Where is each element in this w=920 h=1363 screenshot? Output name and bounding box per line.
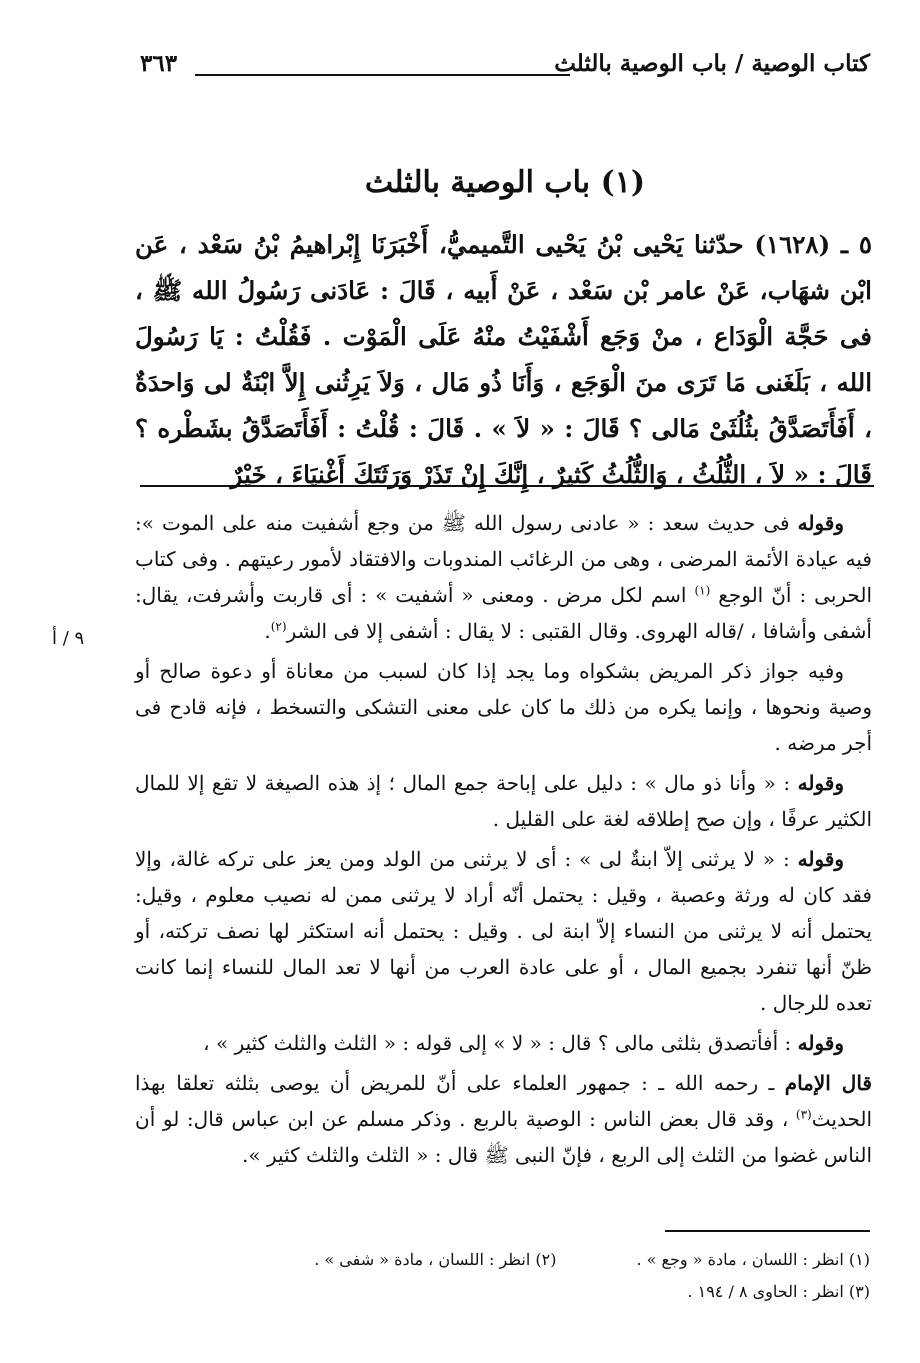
commentary-paragraph: وقوله فى حديث سعد : « عادنى رسول الله ﷺ من وجع أشفيت منه على الموت »: فيه عيادة الأئمة المرضى ، وهى من الرغائب المندوبات والافتقاد لأمور رعيتهم . وفى كتاب الحربى : أنّ الوجع $^{(١)}$ اسم لكل مرض . ومعنى « أشفيت » : أى قاربت وأشرفت، يقال: أشفى وأشافا ، /قاله الهروى. وقال القتبى : لا يقال : أشفى إلا فى الشر$^{(٢)}$. bbox=[135, 511, 872, 643]
footnote-row bbox=[135, 1276, 870, 1308]
footnote-row bbox=[135, 1244, 870, 1276]
header-rule bbox=[195, 74, 570, 76]
footnotes bbox=[135, 1244, 870, 1308]
chapter-title: (١) باب الوصية بالثلث bbox=[364, 165, 646, 200]
paragraph-lead: وقوله bbox=[797, 511, 844, 535]
footnote-ref: (٢) bbox=[270, 619, 287, 634]
hadith-body: حدّثنا يَحْيى بْنُ يَحْيى التَّميميُّ، أَخْبَرَنَا إِبْراهيمُ بْنُ سَعْد ، عَن ابْن شهَاب، عَنْ عامر بْن سَعْد ، عَنْ أَبيه ، قَالَ : عَادَنى رَسُولُ الله ﷺ ، فى حَجَّة الْوَدَاع ، منْ وَجَع أَشْفَيْتُ منْهُ عَلَى الْمَوْت . فَقُلْتُ : يَا رَسُولَ الله ، بَلَغَنى مَا تَرَى منَ الْوَجَع ، وَأَنَا ذُو مَال ، وَلاَ يَرِثُنى إِلاَّ ابْنَةٌ لى وَاحدَةٌ ، أَفَأَتَصَدَّقُ بثُلُثَىْ مَالى ؟ قَالَ : « لاَ » . قَالَ : قُلْتُ : أَفَأَتَصَدَّقُ بشَطْره ؟ قَالَ : « لاَ ، الثُّلُثُ ، وَالثُّلُثُ كَثيرٌ ، إِنَّكَ إِنْ تَذَرْ وَرَثَتَكَ أَغْنيَاءَ ، خَيْرٌ bbox=[135, 230, 872, 489]
commentary-paragraph: قال الإمام ـ رحمه الله ـ : جمهور العلماء على أنّ للمريض أن يوصى بثلثه تعلقا بهذا الحديث$^{(٣)}$ ، وقد قال بعض الناس : الوصية بالربع . وذكر مسلم عن ابن عباس قال: لو أن الناس غضوا من الثلث إلى الربع ، فإنّ النبى ﷺ قال : « الثلث والثلث كثير ». bbox=[135, 1071, 872, 1167]
paragraph-lead: قال الإمام bbox=[784, 1071, 872, 1095]
paragraph-lead: وقوله bbox=[797, 847, 844, 871]
commentary bbox=[135, 505, 872, 1177]
commentary-paragraph: وفيه جواز ذكر المريض بشكواه وما يجد إذا كان لسبب من معاناة أو دعوة صالح أو وصية ونحوها ، وإنما يكره من ذلك ما كان على معنى التشكى والتسخط ، فإنه قادح فى أجر مرضه . bbox=[135, 659, 872, 755]
commentary-paragraph: وقوله : أفأتصدق بثلثى مالى ؟ قال : « لا » إلى قوله : « الثلث والثلث كثير » ، bbox=[203, 1031, 844, 1055]
paragraph-lead: وقوله bbox=[797, 771, 844, 795]
running-title: كتاب الوصية / باب الوصية بالثلث bbox=[554, 50, 870, 77]
section-divider bbox=[140, 485, 874, 487]
commentary-paragraph: وقوله : « لا يرثنى إلاّ ابنةٌ لى » : أى لا يرثنى من الولد ومن يعز على تركه غالة، وإلا فقد كان له ورثة وعصبة ، وقيل : يحتمل أنّه أراد لا يرثنى ممن له نصيب معلوم ، وقيل: يحتمل أنه لا يرثنى من النساء إلاّ ابنة لى . وقيل : يحتمل أنه استكثر لها نصف تركته، أو ظنّ أنها تنفرد بجميع المال ، أو على عادة العرب من أنها لا تعد المال للنساء إنما كانت تعده للرجال . bbox=[135, 847, 872, 1015]
paragraph-lead: وقوله bbox=[797, 1031, 844, 1055]
footnote-2: (٢) انظر : اللسان ، مادة « شفى » . bbox=[314, 1250, 557, 1269]
hadith-number: ٥ ـ (١٦٢٨) bbox=[754, 230, 872, 259]
commentary-paragraph: وقوله : « وأنا ذو مال » : دليل على إباحة جمع المال ؛ إذ هذه الصيغة لا تقع إلا للمال الكثير عرفًا ، وإن صح إطلاقه لغة على القليل . bbox=[135, 771, 872, 831]
hadith-text bbox=[135, 222, 872, 498]
footnote-rule bbox=[665, 1230, 870, 1232]
footnote-1: (١) انظر : اللسان ، مادة « وجع » . bbox=[636, 1250, 870, 1269]
footnote-ref: (١) bbox=[694, 583, 711, 598]
footnote-3: (٣) انظر : الحاوى ٨ / ١٩٤ . bbox=[687, 1282, 870, 1301]
page-header bbox=[140, 50, 870, 90]
footnote-ref: (٣) bbox=[795, 1107, 812, 1122]
page-number: ٣٦٣ bbox=[140, 50, 178, 77]
margin-folio-note: ٩ / أ bbox=[52, 628, 85, 649]
